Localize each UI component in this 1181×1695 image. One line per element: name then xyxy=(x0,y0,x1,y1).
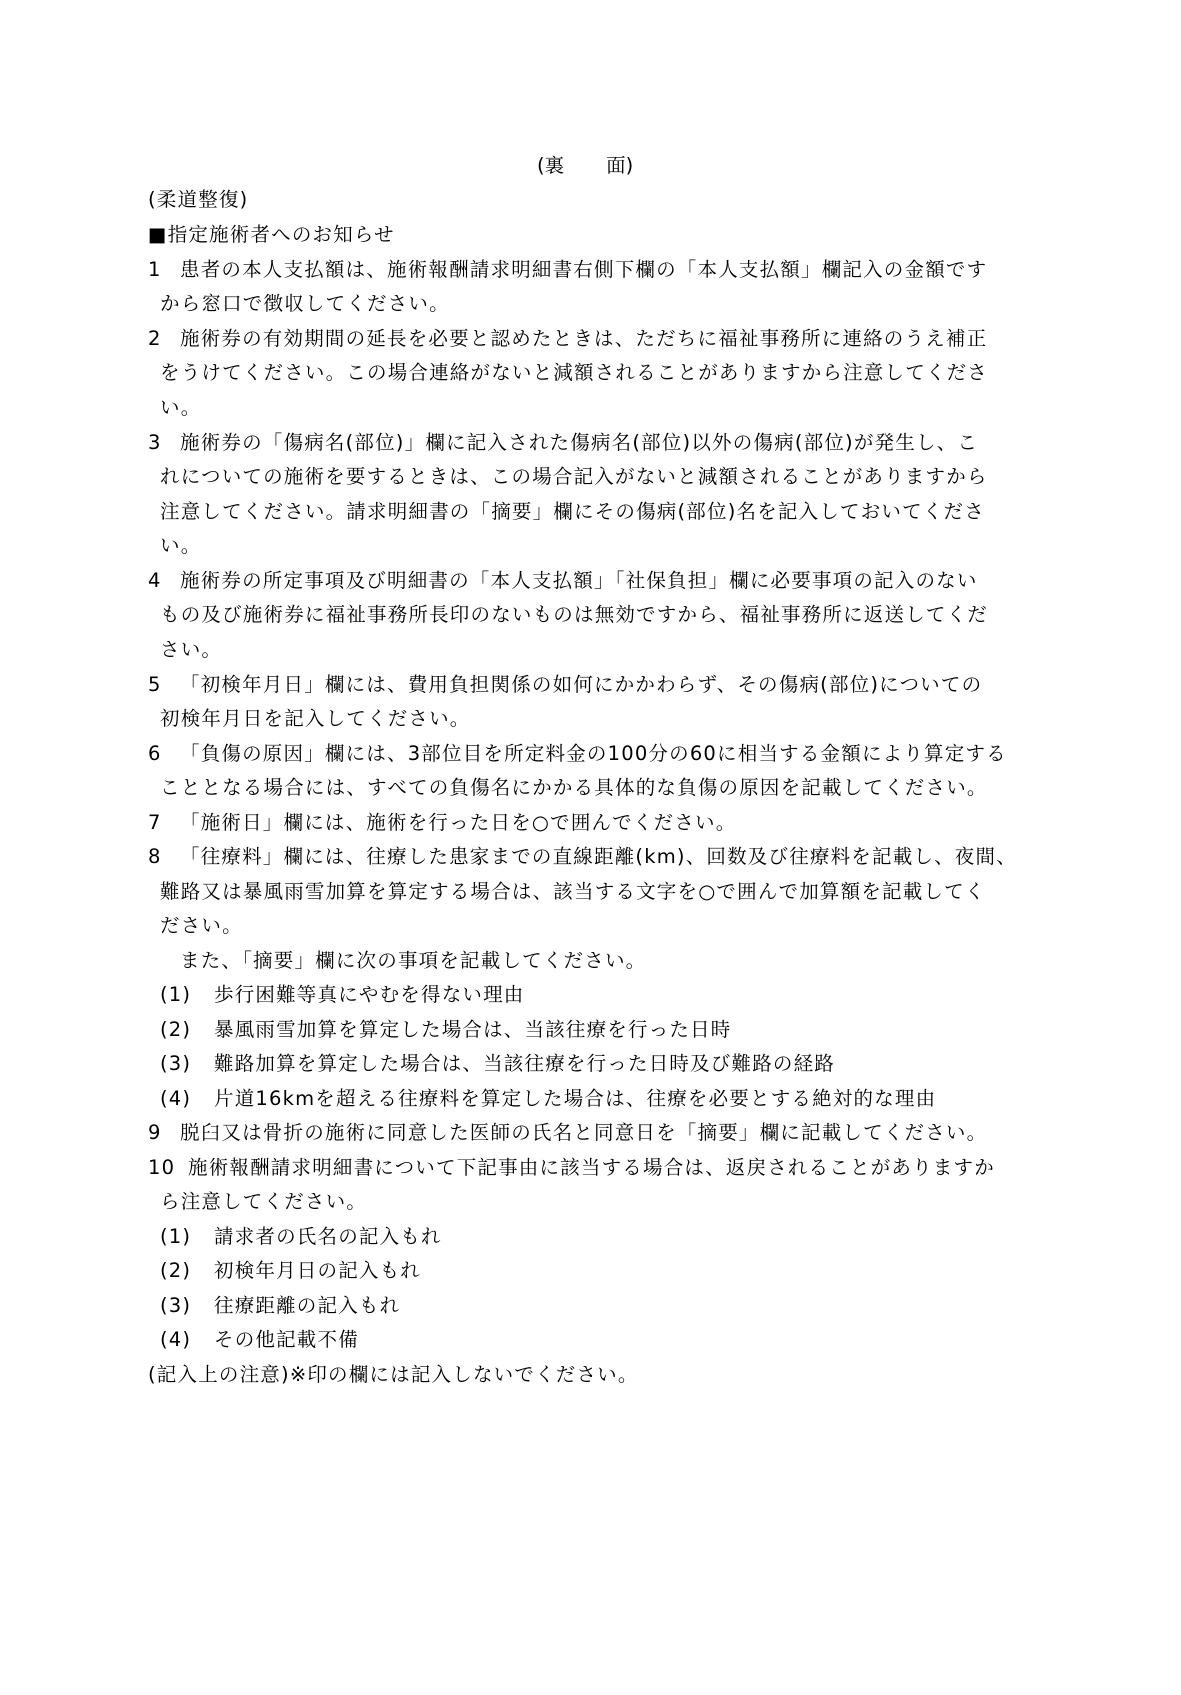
sub-item-text: 難路加算を算定した場合は、当該往療を行った日時及び難路の経路 xyxy=(214,1052,836,1075)
list-item xyxy=(148,327,987,351)
list-item xyxy=(148,1121,987,1145)
list-item xyxy=(148,1156,995,1180)
sub-item xyxy=(160,1294,400,1318)
item-continuation: 難路又は暴風雨雪加算を算定する場合は、該当する文字を○で囲んで加算額を記載してく xyxy=(160,880,986,903)
list-item xyxy=(148,258,987,282)
item-note: また、「摘要」欄に次の事項を記載してください。 xyxy=(180,949,647,972)
sub-item-number: (2) xyxy=(160,1018,192,1041)
item-continuation: 初検年月日を記入してください。 xyxy=(160,707,471,730)
item-continuation: 注意してください。請求明細書の「摘要」欄にその傷病(部位)名を記入しておいてくださ xyxy=(160,500,985,523)
sub-item-number: (3) xyxy=(160,1294,192,1317)
item-text: 施術券の「傷病名(部位)」欄に記入された傷病名(部位)以外の傷病(部位)が発生し、こ xyxy=(180,431,979,454)
sub-item-text: 片道16kmを超える往療料を算定した場合は、往療を必要とする絶対的な理由 xyxy=(214,1087,937,1110)
item-number: 10 xyxy=(148,1156,176,1179)
item-number: 3 xyxy=(148,431,162,454)
item-number: 2 xyxy=(148,327,162,350)
sub-item-number: (2) xyxy=(160,1259,192,1282)
title-part: 面) xyxy=(606,154,634,177)
sub-item-text: 往療距離の記入もれ xyxy=(214,1294,401,1317)
item-number: 5 xyxy=(148,673,162,696)
item-continuation: い。 xyxy=(160,534,202,557)
item-continuation: れについての施術を要するときは、この場合記入がないと減額されることがありますから xyxy=(160,465,988,488)
sub-item-text: 歩行困難等真にやむを得ない理由 xyxy=(214,983,525,1006)
list-item xyxy=(148,673,982,697)
sub-item xyxy=(160,1328,359,1352)
item-number: 9 xyxy=(148,1121,162,1144)
item-number: 7 xyxy=(148,811,162,834)
item-number: 8 xyxy=(148,845,162,868)
footer-note: (記入上の注意)※印の欄には記入しないでください。 xyxy=(148,1363,639,1386)
item-continuation: もの及び施術券に福祉事務所長印のないものは無効ですから、福祉事務所に返送してくだ xyxy=(160,603,989,626)
item-number: 1 xyxy=(148,258,162,281)
sub-item xyxy=(160,1259,421,1283)
sub-item-text: 初検年月日の記入もれ xyxy=(214,1259,422,1282)
list-item xyxy=(148,569,978,593)
page-title xyxy=(537,154,633,178)
sub-item xyxy=(160,1018,732,1042)
sub-item-number: (4) xyxy=(160,1328,192,1351)
list-item xyxy=(148,742,1007,766)
sub-item xyxy=(160,983,525,1007)
sub-item xyxy=(160,1087,936,1111)
item-text: 施術券の有効期間の延長を必要と認めたときは、ただちに福祉事務所に連絡のうえ補正 xyxy=(180,327,988,350)
sub-item xyxy=(160,1052,835,1076)
list-item xyxy=(148,811,736,835)
title-part: (裏 xyxy=(537,154,565,177)
sub-item-number: (1) xyxy=(160,983,192,1006)
item-text: 「施術日」欄には、施術を行った日を○で囲んでください。 xyxy=(180,811,737,834)
item-text: 患者の本人支払額は、施術報酬請求明細書右側下欄の「本人支払額」欄記入の金額です xyxy=(180,258,988,281)
item-continuation: ださい。 xyxy=(160,914,243,937)
category-label: (柔道整復) xyxy=(148,188,249,211)
item-continuation: をうけてください。この場合連絡がないと減額されることがありますから注意してくださ xyxy=(160,361,989,384)
section-heading: ■指定施術者へのお知らせ xyxy=(148,223,395,246)
sub-item-number: (1) xyxy=(160,1225,192,1248)
sub-item-number: (3) xyxy=(160,1052,192,1075)
item-continuation: ら注意してください。 xyxy=(160,1190,368,1213)
list-item xyxy=(148,431,978,455)
item-continuation: さい。 xyxy=(160,638,223,661)
item-text: 施術券の所定事項及び明細書の「本人支払額」「社保負担」欄に必要事項の記入のない xyxy=(180,569,978,592)
item-text: 施術報酬請求明細書について下記事由に該当する場合は、返戻されることがありますか xyxy=(188,1156,995,1179)
item-text: 「初検年月日」欄には、費用負担関係の如何にかかわらず、その傷病(部位)についての xyxy=(180,673,983,696)
list-item xyxy=(148,845,1017,869)
sub-item-text: その他記載不備 xyxy=(214,1328,359,1351)
item-continuation: い。 xyxy=(160,396,202,419)
item-text: 「往療料」欄には、往療した患家までの直線距離(km)、回数及び往療料を記載し、夜間、 xyxy=(180,845,1017,868)
item-number: 6 xyxy=(148,742,162,765)
item-text: 脱臼又は骨折の施術に同意した医師の氏名と同意日を「摘要」欄に記載してください。 xyxy=(180,1121,988,1144)
item-continuation: から窓口で徴収してください。 xyxy=(160,292,450,315)
sub-item xyxy=(160,1225,442,1249)
sub-item-text: 請求者の氏名の記入もれ xyxy=(214,1225,442,1248)
sub-item-text: 暴風雨雪加算を算定した場合は、当該往療を行った日時 xyxy=(214,1018,732,1041)
sub-item-number: (4) xyxy=(160,1087,192,1110)
item-continuation: こととなる場合には、すべての負傷名にかかる具体的な負傷の原因を記載してください。 xyxy=(160,776,988,799)
item-text: 「負傷の原因」欄には、3部位目を所定料金の100分の60に相当する金額により算定する xyxy=(180,742,1007,765)
item-number: 4 xyxy=(148,569,162,592)
